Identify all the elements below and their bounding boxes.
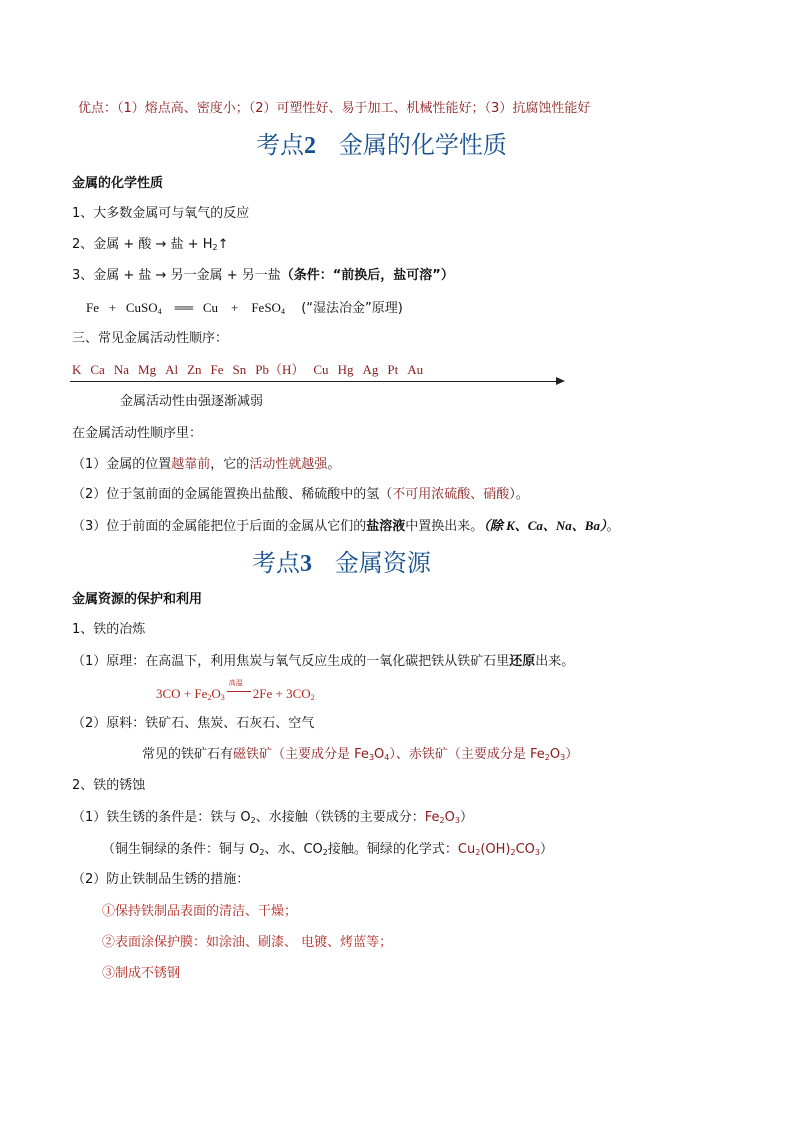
ores-e-sub-3: 3 [560,753,566,762]
copper-d-sub-2b: 2 [510,848,516,857]
rust-title: 2、铁的锈蚀 [72,778,146,793]
reaction-sub-3: 3 [220,693,225,702]
element-na: Na [113,362,130,377]
activity-arrow-line [70,381,558,382]
in-series-intro: 在金属活动性顺序里： [72,426,203,441]
rust-condition [72,808,473,828]
eq-plus-1: + [108,300,117,315]
rule-1-b: 越靠前 [171,457,211,472]
copper-e: ） [539,842,553,857]
ores-b: 磁铁矿 [233,747,273,762]
reaction-right: 2Fe + 3CO [252,686,311,701]
rule-2-a: （2）位于氢前面的金属能置换出盐酸、稀硫酸中的氢（ [72,487,393,502]
rule-3-e: 。 [606,519,620,534]
principle-b: 还原 [509,654,536,669]
activity-series-title: 三、常见金属活动性顺序： [72,331,229,346]
activity-arrow-head [556,377,565,385]
element-k: K [72,362,82,377]
prevention-title: （2）防止铁制品生锈的措施： [72,872,250,887]
advantages-line: 优点：（1）熔点高、密度小；（2）可塑性好、易于加工、机械性能好；（3）抗腐蚀性能好 [78,101,591,116]
smelting-reaction [156,679,315,704]
rust1-c: Fe [424,810,440,825]
rule-1-e: 。 [327,457,341,472]
reaction-left: 3CO + Fe [156,686,208,701]
rule-3-c: 中置换出来。 [405,519,484,534]
h2-subscript: 2 [212,243,218,252]
equation-fe-cuso4 [86,298,403,319]
gas-arrow: ↑ [217,237,229,252]
section-title-chemical-properties: 金属的化学性质 [72,176,164,191]
element-au: Au [407,362,424,377]
rule-1-c: ，它的 [210,457,250,472]
reaction-o: O [211,686,221,701]
eq-plus-2: + [230,300,239,315]
element-sn: Sn [232,362,247,377]
rule-2-b: 不可用浓硫酸、硝酸 [392,487,510,502]
rust1-b: 、水接触（铁锈的主要成分： [255,810,425,825]
rule-1-d: 活动性就越强 [249,457,328,472]
rust1-sub: 2 [250,816,256,825]
item-oxygen-reaction: 1、大多数金属可与氧气的反应 [72,206,250,221]
ores-c-sub-4: 4 [384,753,390,762]
rule-1 [72,455,340,475]
heading-number: 2 [304,133,316,159]
element-ca: Ca [90,362,105,377]
section-title-resources: 金属资源的保护和利用 [72,592,203,607]
ores-e: （主要成分是 Fe [447,747,545,762]
prevention-1: ①保持铁制品表面的清洁、干燥； [102,904,298,919]
element-zn: Zn [187,362,202,377]
rule-3 [72,516,619,537]
ores-e-end: ） [565,747,579,762]
item-metal-acid [72,235,229,255]
element-hg: Hg [337,362,354,377]
eq-cu: Cu [202,300,218,315]
element-fe: Fe [210,362,224,377]
raw-materials: （2）原料：铁矿石、焦炭、石灰石、空气 [72,716,315,731]
eq-note: (“湿法冶金”原理) [301,301,403,316]
element-mg: Mg [138,362,157,377]
copper-d-end: CO [515,842,535,857]
eq-equals: ══ [174,300,194,315]
eq-sub-4a: 4 [157,307,162,316]
reaction-condition-bar [227,691,251,692]
element-cu: Cu [313,362,329,377]
copper-d-sub-3: 3 [534,848,540,857]
iron-ores [142,745,578,765]
copper-patina [102,840,553,860]
eq-fe: Fe [86,300,99,315]
activity-series-caption: 金属活动性由强逐渐减弱 [120,394,264,409]
reaction-sub-2b: 2 [310,693,315,702]
copper-a: （铜生铜绿的条件：铜与 O [102,842,260,857]
metal-salt-text: 3、金属 + 盐 → 另一金属 + 另一盐 [72,268,281,283]
activity-series [72,360,432,380]
heading-prefix: 考点 [252,549,300,577]
rule-2-c: ）。 [509,487,529,502]
eq-cuso4: CuSO [125,300,158,315]
heading-number: 3 [300,551,312,577]
ores-c-o: O [374,747,385,762]
heading-kaodian-2 [256,130,507,161]
prevention-2: ②表面涂保护膜：如涂油、刷漆、 电镀、烤蓝等； [102,935,393,950]
metal-salt-condition: （条件：“前换后，盐可溶”） [280,268,454,283]
eq-sub-4b: 4 [280,307,285,316]
principle-c: 出来。 [535,654,575,669]
copper-sub-2: 2 [322,848,328,857]
rust1-c-o: O [444,810,455,825]
copper-d-mid: (OH) [480,842,511,857]
item-metal-salt [72,266,454,286]
rule-2 [72,485,529,505]
element-ag: Ag [362,362,379,377]
heading-title: 金属的化学性质 [338,131,507,159]
rust1-d: ） [459,810,473,825]
reaction-condition [225,679,253,700]
rust1-c-sub-3: 3 [454,816,460,825]
copper-d-sub-2: 2 [475,848,481,857]
ores-d: 赤铁矿 [408,747,448,762]
heading-kaodian-3 [252,548,431,579]
element-pt: Pt [387,362,399,377]
ores-c: （主要成分是 Fe [272,747,369,762]
rule-3-b: 盐溶液 [366,519,406,534]
rust1-c-sub-2: 2 [439,816,445,825]
element-pb-h: Pb（H） [255,362,305,377]
copper-b: 、水、CO [264,842,323,857]
rule-3-a: （3）位于前面的金属能把位于后面的金属从它们的 [72,519,367,534]
ores-c-end: ）、 [389,747,409,762]
copper-d: Cu [457,842,476,857]
rust1-a: （1）铁生锈的条件是：铁与 O [72,810,251,825]
prevention-3: ③制成不锈钢 [102,966,181,981]
iron-smelting-title: 1、铁的冶炼 [72,622,146,637]
heading-prefix: 考点 [256,131,304,159]
rule-3-d: （除 K、Ca、Na、Ba） [483,518,607,533]
rule-1-a: （1）金属的位置 [72,457,172,472]
reaction-condition-label: 高温 [228,679,243,687]
ores-a: 常见的铁矿石有 [142,747,234,762]
heading-title: 金属资源 [334,549,431,577]
eq-feso4: FeSO [251,300,281,315]
metal-acid-text: 2、金属 + 酸 → 盐 + H [72,237,213,252]
principle-a: （1）原理：在高温下，利用焦炭与氧气反应生成的一氧化碳把铁从铁矿石里 [72,654,510,669]
smelting-principle [72,652,574,672]
element-al: Al [165,362,179,377]
ores-e-sub-2: 2 [544,753,550,762]
ores-c-sub-3: 3 [368,753,375,762]
copper-sub-1: 2 [259,848,265,857]
reaction-sub-2: 2 [207,693,212,702]
ores-e-o: O [549,747,561,762]
copper-c: 接触。铜绿的化学式： [327,842,458,857]
